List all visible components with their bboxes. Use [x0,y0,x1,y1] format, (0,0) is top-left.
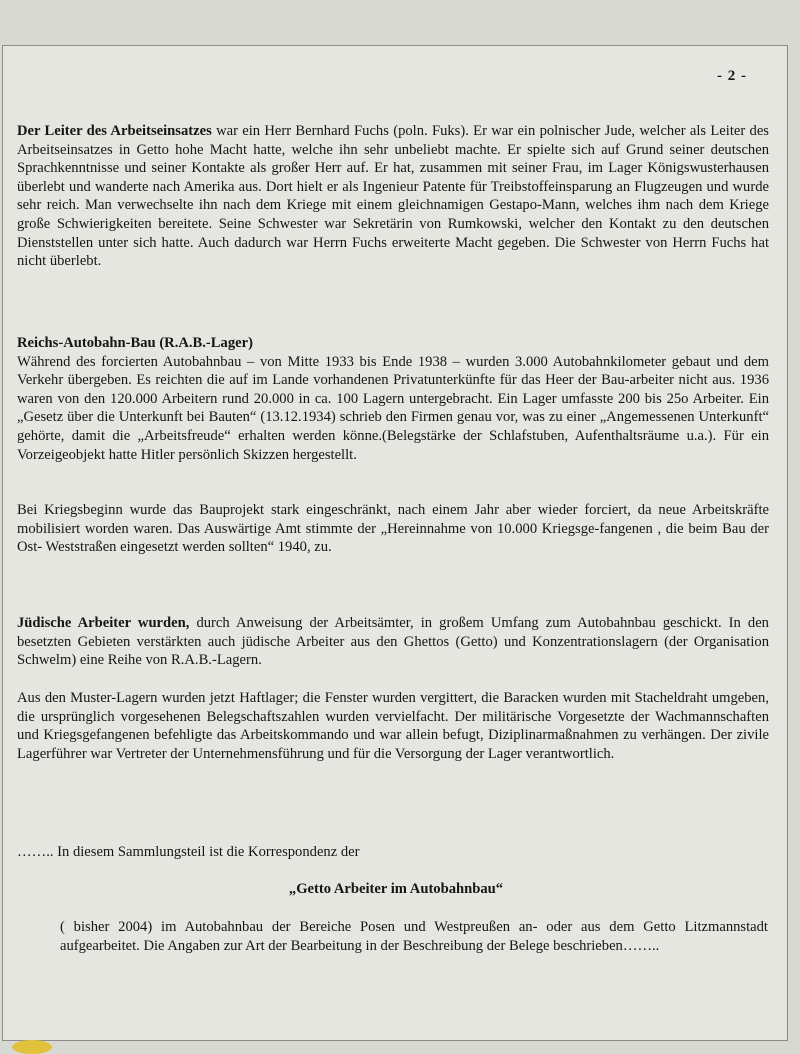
paragraph-text: durch Anweisung der Arbeitsämter, in großem Umfang zum Autobahnbau geschickt. In den besetzten Gebieten verstärkten auch jüdische Arbeiter aus den Ghettos (Getto) und Konzentrationslagern (der Organisation Schwelm) eine Reihe von R.A.B.-Lagern. [17,615,769,669]
paragraph-arbeitseinsatz [17,122,769,271]
paragraph-haftlager [17,689,769,763]
paragraph-text: Bei Kriegsbeginn wurde das Bauprojekt stark eingeschränkt, nach einem Jahr aber wieder forciert, da neue Arbeitskräfte mobilisiert worden waren. Das Auswärtige Amt stimmte der „Hereinnahme von 10.000 Kriegsge-fangenen , die beim Bau der Ost- Weststraßen eingesetzt werden sollten“ 1940, zu. [17,502,769,556]
section-heading: Reichs-Autobahn-Bau (R.A.B.-Lager) [17,335,253,351]
paragraph-lead: Jüdische Arbeiter wurden, [17,615,190,631]
paragraph-sammlungsteil-intro [17,843,769,862]
paragraph-autobahn-bau [17,334,769,464]
paragraph-lead: Der Leiter des Arbeitseinsatzes [17,123,212,139]
paragraph-kriegsbeginn [17,501,769,557]
page-number: - 2 - [717,68,747,84]
paragraph-text: war ein Herr Bernhard Fuchs (poln. Fuks). Er war ein polnischer Jude, welcher als Leiter des Arbeitseinsatzes in Getto hohe Macht hatte, welche ihn sehr unbeliebt machte. Er spielte sich auf Grund seiner deutschen Sprachkenntnisse und seiner Kontakte als großer Herr auf. Er hat, zusammen mit seiner Frau, im Lager Königswusterhausen überlebt und wanderte nach Amerika aus. Dort hielt er als Ingenieur Patente für Treibstoffeinsparung an Flugzeugen und wurde sehr reich. Man verwechselte ihn nach dem Kriege mit einem gleichnamigen Gestapo-Mann, welches ihm nach dem Kriege große Schwierigkeiten bereitete. Seine Schwester war Sekretärin von Rumkowski, welcher den Kontakt zu den deutschen Dienststellen unter sich hatte. Auch dadurch war Herrn Fuchs erweiterte Macht gegeben. Die Schwester von Herrn Fuchs hat nicht überlebt. [17,123,769,270]
corner-mark [12,1040,52,1054]
paragraph-text: Aus den Muster-Lagern wurden jetzt Haftlager; die Fenster wurden vergittert, die Baracken wurden mit Stacheldraht umgeben, die ursprünglich vorgesehenen Belegschaftszahlen wurden vervielfacht. Der militärische Vorgesetzte der Wachmannschaften und Kriegsgefangenen befehligte das Arbeitskommando und war allein befugt, Diziplinarmaßnahmen zu verhängen. Der zivile Lagerführer war Vertreter der Unternehmensführung und für die Versorgung der Lager verantwortlich. [17,690,769,762]
paragraph-juedische-arbeiter [17,614,769,670]
paragraph-sammlungsteil-details [60,918,768,955]
document-page [2,45,788,1041]
collection-title: „Getto Arbeiter im Autobahnbau“ [288,881,504,897]
paragraph-text: Während des forcierten Autobahnbau – von Mitte 1933 bis Ende 1938 – wurden 3.000 Autobahnkilometer gebaut und dem Verkehr übergeben. Es reichten die auf im Lande vorhandenen Privatunterkünfte für das Heer der Bau-arbeiter nicht aus. 1936 waren von den 120.000 Arbeitern rund 20.000 in ca. 100 Lagern untergebracht. Ein Lager umfasste 200 bis 25o Arbeiter. Ein „Gesetz über die Unterkunft bei Bauten“ (13.12.1934) schrieb den Firmen genau vor, was zu einer „Angemessenen Unterkunft“ gehörte, damit die „Arbeitsfreude“ erhalten werden könne.(Belegstärke der Schlafstuben, Aufenthaltsräume u.a.). Für ein Vorzeigeobjekt hatte Hitler persönlich Skizzen hergestellt. [17,353,769,463]
paragraph-text: …….. In diesem Sammlungsteil ist die Korrespondenz der [17,844,360,860]
paragraph-text: ( bisher 2004) im Autobahnbau der Bereiche Posen und Westpreußen an- oder aus dem Getto Litzmannstadt aufgearbeitet. Die Angaben zur Art der Bearbeitung in der Beschreibung der Belege beschrieben…….. [60,919,768,954]
